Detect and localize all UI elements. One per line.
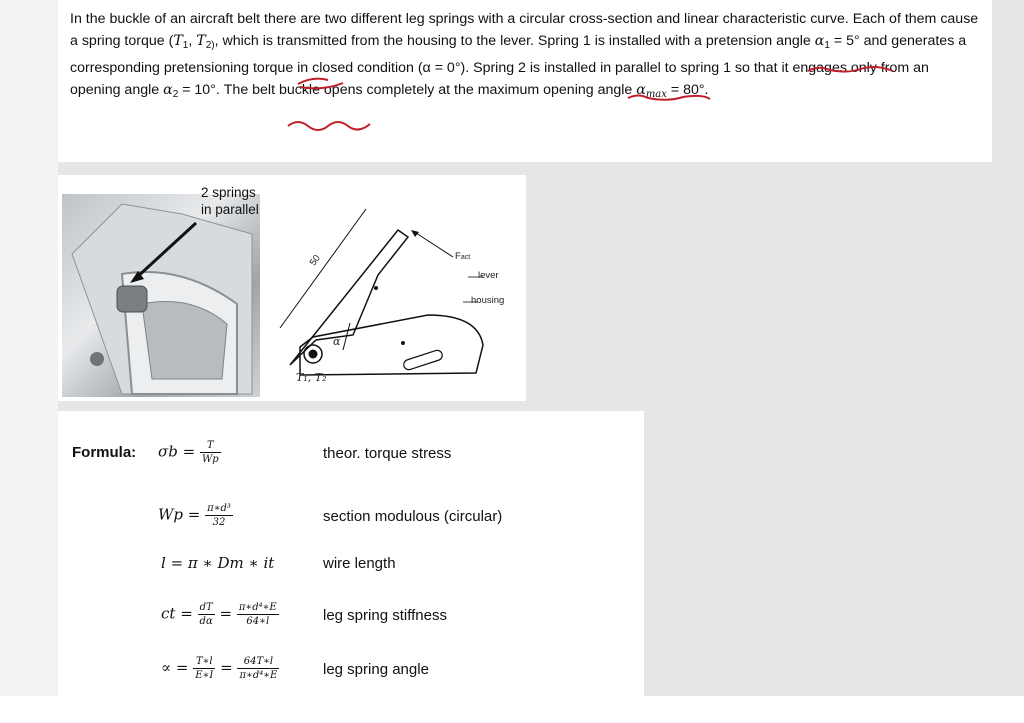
problem-part: . The belt buckle opens completely at the maximum opening angle (215, 82, 637, 98)
callout-arrow (135, 223, 196, 279)
force-arrow (413, 231, 453, 257)
housing-slot (402, 349, 443, 371)
bottom-margin (0, 696, 1024, 723)
point-marker (401, 341, 405, 345)
formula-torque-stress (158, 439, 221, 466)
subscript: 1 (182, 40, 189, 51)
denominator: E∗I (195, 670, 214, 681)
pivot-inner (309, 350, 318, 359)
numerator: π∗d⁴∗E (238, 602, 277, 613)
problem-part: = 80°. (666, 82, 709, 98)
subscript: max (645, 89, 667, 100)
numerator: T (200, 439, 221, 453)
symbol-alpha-max: α (636, 82, 646, 98)
symbol-alpha2: α (163, 82, 173, 98)
formula-lhs: Wp = (158, 505, 201, 524)
dimension-line (280, 209, 366, 328)
callout-line: in parallel (201, 202, 259, 217)
formula-lhs: ct = (161, 604, 193, 623)
left-margin (0, 0, 58, 723)
problem-part: = 5° and generates a corresponding pretensioning torque in closed condition (70, 33, 967, 76)
fraction (237, 601, 279, 628)
numerator: dT (198, 601, 215, 615)
symbol-alpha1: α (814, 33, 825, 49)
housing-shape (300, 315, 483, 375)
formula-lhs: ∝ = (161, 658, 189, 677)
formula-wire-length: l = π ∗ Dm ∗ it (161, 554, 275, 572)
formula-heading: Formula: (72, 444, 137, 461)
dimension-label: 50 (307, 253, 323, 268)
fraction (200, 439, 221, 466)
arrowhead (411, 230, 419, 237)
lever-label: lever (478, 270, 499, 281)
formula-panel (58, 411, 644, 696)
denominator: 64∗l (246, 616, 270, 627)
equals: = (220, 658, 233, 677)
torque-label: T₁, T₂ (296, 371, 327, 384)
fraction (198, 601, 215, 628)
lever-shape (290, 230, 408, 365)
formula-spring-angle (161, 655, 279, 682)
subscript: 2 (172, 89, 179, 100)
formula-desc: leg spring stiffness (323, 607, 447, 624)
problem-part: In the buckle of an aircraft belt there are two different leg springs with a circular cross-section and linear characteristic curve. Each of them cause a spring torque ( (70, 11, 979, 49)
point-marker (374, 286, 378, 290)
problem-panel (58, 0, 992, 162)
problem-text (70, 8, 982, 106)
formula-desc: leg spring angle (323, 661, 429, 678)
callout-line: 2 springs (201, 185, 256, 200)
formula-lhs: σb = (158, 442, 196, 461)
angle-label: α (333, 335, 341, 348)
fraction (205, 502, 233, 529)
formula-stiffness (161, 601, 279, 628)
denominator: Wp (201, 454, 219, 465)
problem-part: , which is transmitted from the housing to the lever. Spring 1 is installed with a pretension angle (214, 33, 815, 49)
fraction (193, 655, 215, 682)
force-subscript: act (460, 254, 471, 261)
formula-desc: wire length (323, 555, 396, 572)
numerator: π∗d³ (207, 503, 231, 514)
figure-panel (58, 175, 526, 401)
formula-desc: theor. torque stress (323, 445, 452, 462)
denominator: π∗d⁴∗E (239, 670, 278, 681)
denominator: 32 (212, 517, 226, 528)
formula-desc: section modulous (circular) (323, 508, 503, 525)
denominator: dα (199, 616, 213, 627)
symbol-t2: T (196, 33, 206, 49)
force-label (455, 251, 470, 262)
annotation-mark (288, 122, 370, 130)
problem-part: = 10° (178, 82, 216, 98)
closed-condition: (α = 0°) (417, 60, 466, 76)
subscript: 1 (824, 40, 830, 51)
force-symbol: F (455, 251, 461, 262)
mechanism-diagram (58, 175, 526, 401)
symbol-t1: T (173, 33, 183, 49)
problem-part: . Spring 2 is installed in parallel to spring 1 so that it engages only from an opening angle (70, 60, 929, 98)
formula-section-modulus (158, 502, 233, 529)
numerator: 64T∗l (237, 655, 279, 669)
subscript: 2) (205, 40, 215, 51)
problem-part: , (188, 33, 197, 49)
numerator: T∗l (193, 655, 215, 669)
equals: = (219, 604, 233, 623)
fraction (237, 655, 279, 682)
housing-label: housing (471, 295, 505, 306)
